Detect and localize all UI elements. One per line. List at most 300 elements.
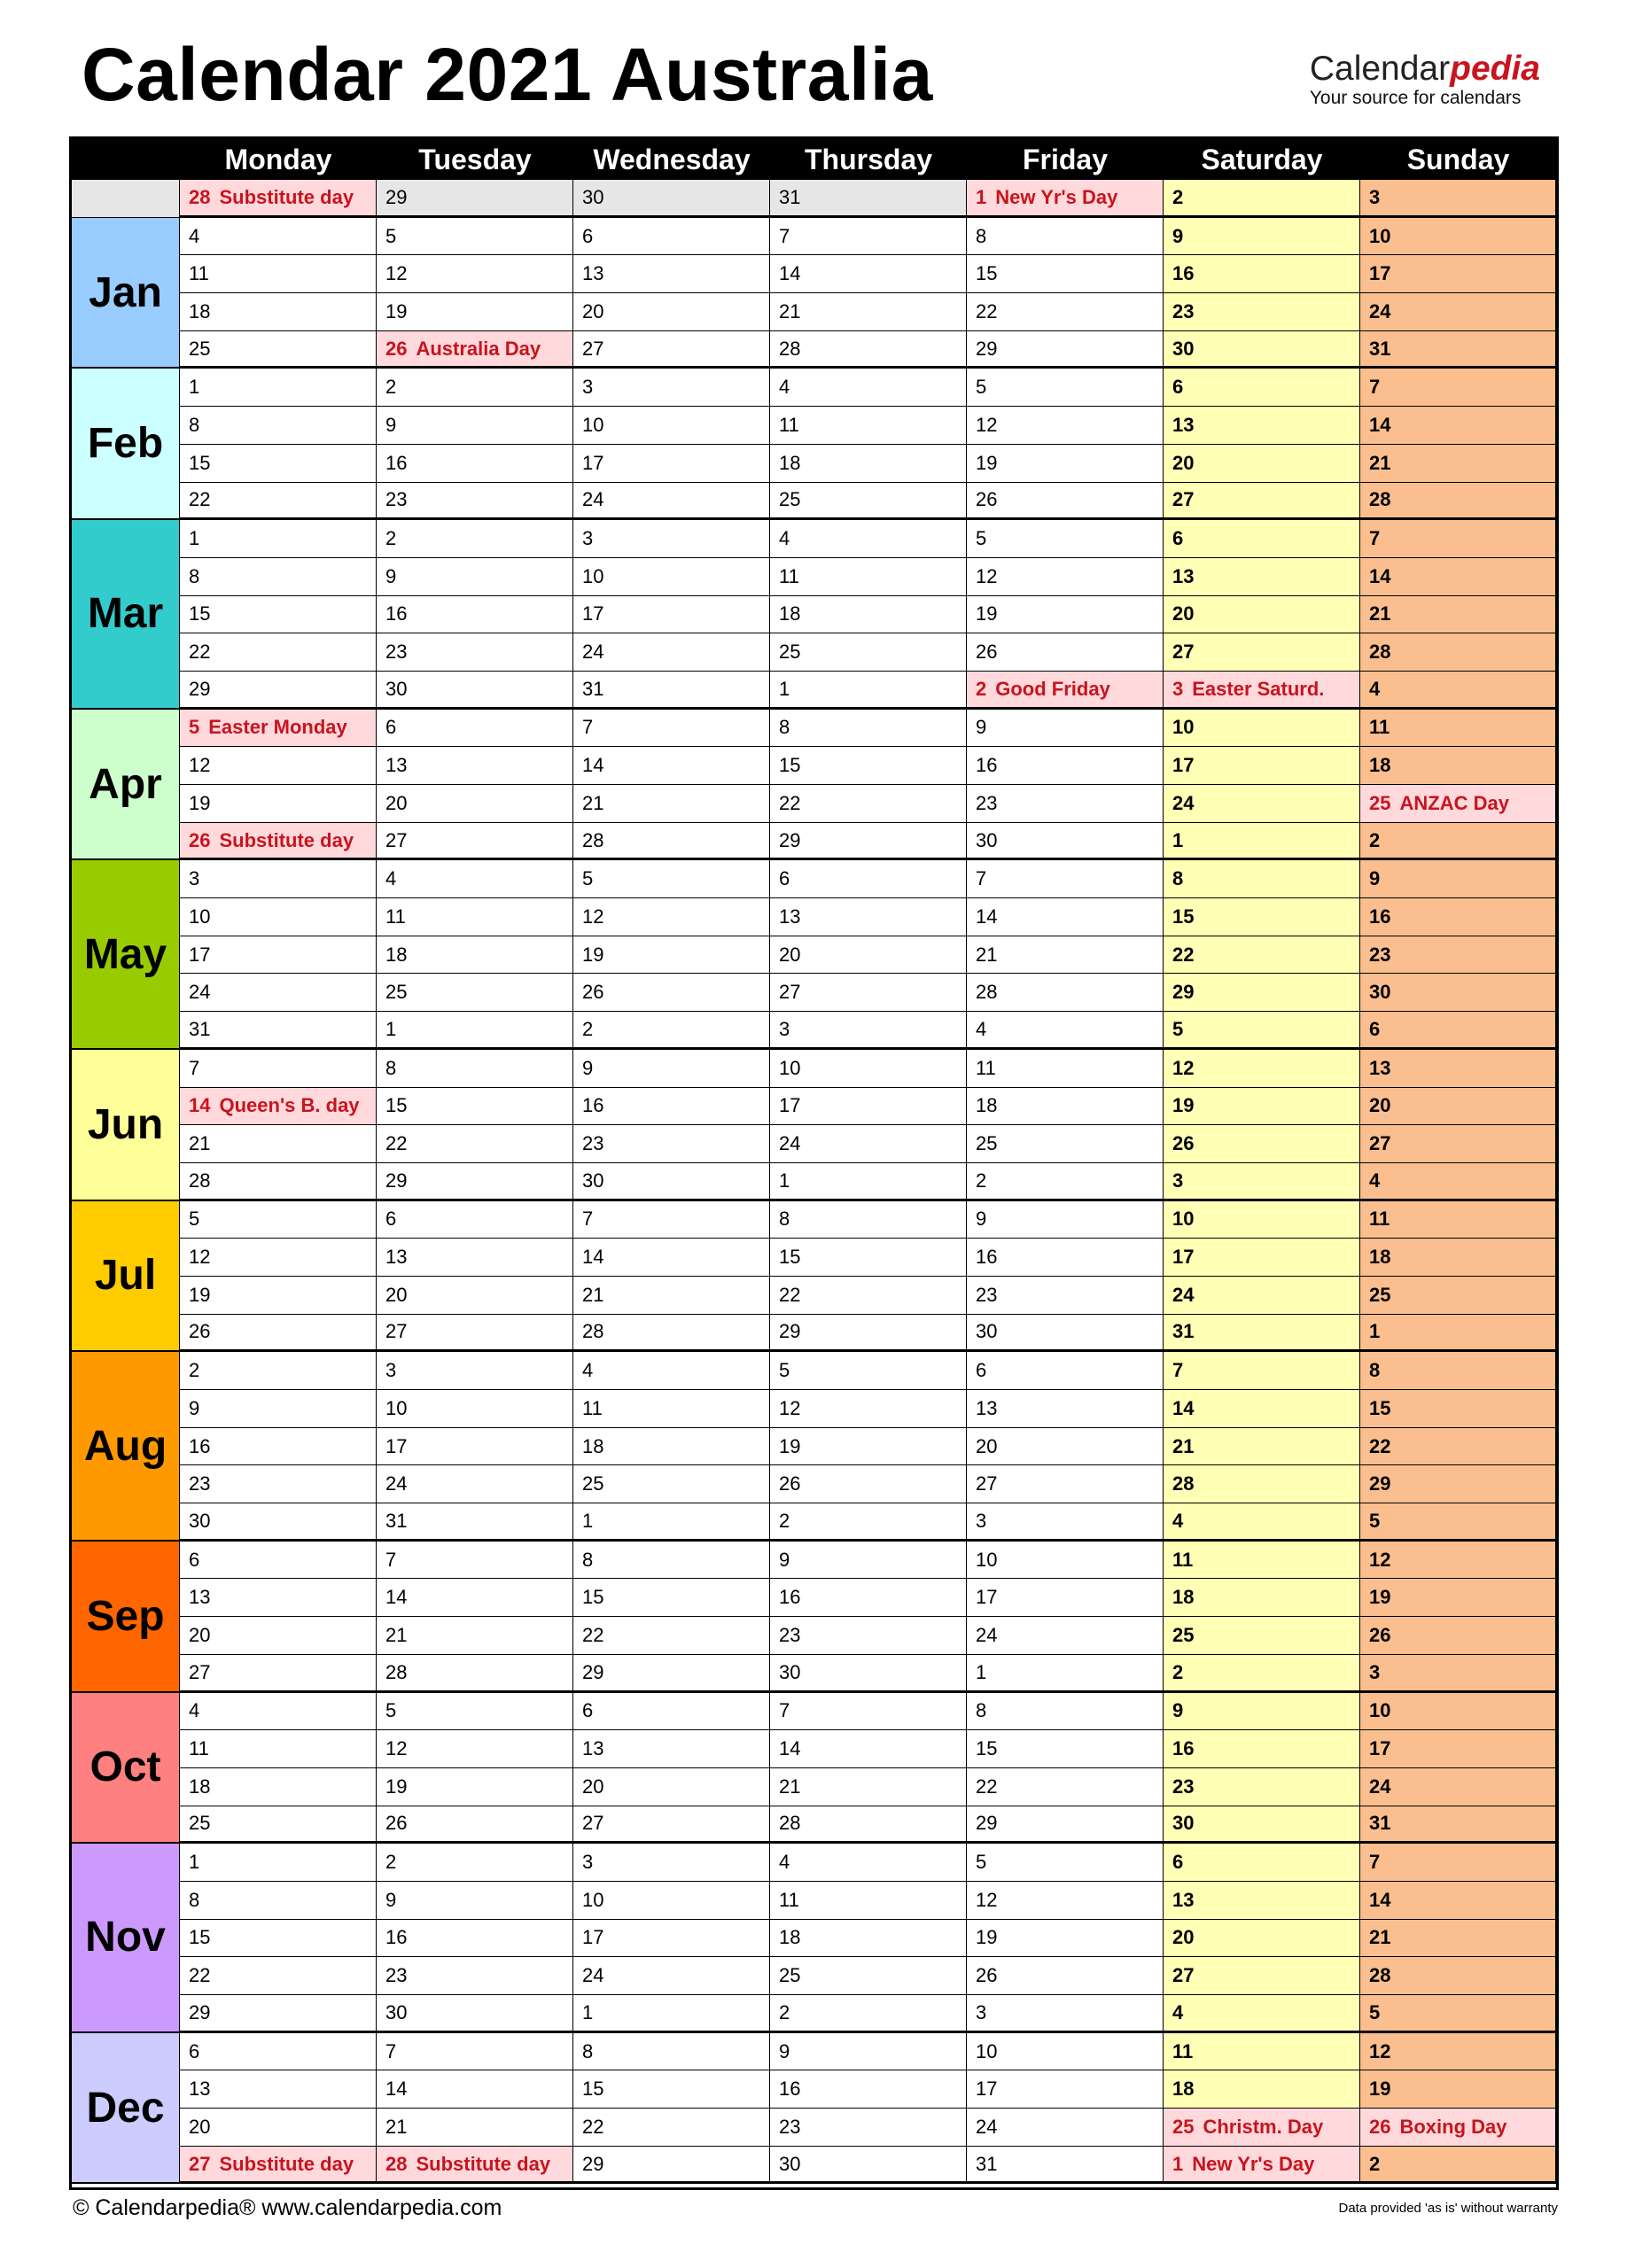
day-number: 2: [1172, 1660, 1184, 1683]
day-cell: [180, 445, 377, 483]
day-cell: [770, 1088, 967, 1126]
day-number: 10: [1172, 1208, 1195, 1231]
day-number: 21: [1172, 1434, 1195, 1457]
day-number: 17: [1369, 1737, 1391, 1760]
day-cell: [1164, 1693, 1360, 1731]
day-number: 7: [385, 2039, 397, 2062]
day-cell: [770, 1844, 967, 1882]
holiday-name: Christm. Day: [1203, 2115, 1324, 2138]
day-cell: [377, 1768, 573, 1806]
day-cell: [377, 747, 573, 785]
day-cell: [1164, 2070, 1360, 2109]
month-label: Mar: [72, 520, 180, 709]
day-cell: [1164, 1844, 1360, 1882]
day-number: 29: [1369, 1472, 1391, 1495]
day-cell: [377, 2109, 573, 2147]
day-number: 6: [582, 1699, 594, 1722]
day-cell: [180, 1579, 377, 1617]
day-cell: [573, 1617, 770, 1655]
day-cell: [1360, 1390, 1556, 1428]
day-cell: [573, 180, 770, 218]
day-cell: [180, 1125, 377, 1163]
day-number: 15: [189, 451, 211, 474]
day-cell: [377, 1465, 573, 1503]
brand-name-part2: pedia: [1450, 50, 1540, 88]
day-number: 6: [1172, 376, 1184, 399]
day-number: 1: [189, 376, 200, 399]
header-corner: [72, 139, 180, 180]
weekday-header: Friday: [967, 139, 1164, 180]
day-cell: [967, 1088, 1164, 1126]
day-number: 9: [1172, 224, 1184, 247]
footer-copyright: © Calendarpedia® www.calendarpedia.com: [73, 2195, 502, 2220]
day-cell: [573, 823, 770, 861]
day-number: 20: [582, 299, 604, 322]
weekday-header: Sunday: [1360, 139, 1556, 180]
day-cell: [180, 558, 377, 596]
day-number: 22: [976, 1775, 998, 1798]
day-cell: [180, 1012, 377, 1050]
day-cell: [1164, 1882, 1360, 1920]
day-cell: [377, 1995, 573, 2033]
day-cell: [967, 293, 1164, 331]
day-cell: [377, 974, 573, 1012]
day-cell: [967, 672, 1164, 710]
day-cell: [967, 1390, 1164, 1428]
day-number: 17: [1172, 1246, 1195, 1269]
day-number: 8: [976, 1699, 987, 1722]
day-number: 18: [189, 1775, 211, 1798]
day-number: 20: [1172, 602, 1195, 625]
day-cell: [770, 407, 967, 445]
day-cell: [1164, 1806, 1360, 1845]
day-number: 12: [1369, 1548, 1391, 1571]
day-cell: [573, 1088, 770, 1126]
day-cell: [180, 1239, 377, 1277]
day-number: 7: [779, 224, 790, 247]
day-number: 27: [779, 981, 801, 1004]
day-cell: [573, 558, 770, 596]
day-cell: [1360, 633, 1556, 672]
day-number: 6: [385, 716, 397, 739]
day-number: 9: [779, 1548, 790, 1571]
day-number: 14: [1172, 1396, 1195, 1419]
day-cell: [180, 710, 377, 748]
day-cell: [377, 293, 573, 331]
day-number: 28: [779, 337, 801, 360]
day-cell: [770, 331, 967, 369]
day-cell: [377, 331, 573, 369]
day-number: 29: [1172, 981, 1195, 1004]
day-cell: [1164, 1012, 1360, 1050]
day-cell: [1164, 1920, 1360, 1958]
day-number: 14: [976, 905, 998, 928]
day-number: 28: [189, 1169, 211, 1192]
day-number: 22: [1369, 1434, 1391, 1457]
day-cell: [1164, 1617, 1360, 1655]
day-number: 9: [582, 1056, 594, 1079]
day-cell: [180, 633, 377, 672]
day-cell: [377, 1579, 573, 1617]
day-cell: [1360, 1239, 1556, 1277]
day-number: 14: [1369, 1888, 1391, 1911]
day-cell: [967, 218, 1164, 256]
day-cell: [573, 1503, 770, 1542]
day-number: 7: [976, 867, 987, 890]
day-cell: [967, 1693, 1164, 1731]
day-number: 25: [779, 488, 801, 511]
day-cell: [573, 369, 770, 407]
day-cell: [1360, 672, 1556, 710]
day-cell: [967, 1125, 1164, 1163]
day-cell: [573, 1050, 770, 1088]
day-number: 13: [779, 905, 801, 928]
day-number: 25: [779, 1964, 801, 1987]
day-cell: [573, 974, 770, 1012]
day-number: 7: [779, 1699, 790, 1722]
day-cell: [180, 1163, 377, 1201]
day-number: 25: [189, 1812, 211, 1835]
day-cell: [770, 1579, 967, 1617]
day-cell: [377, 1163, 573, 1201]
day-number: 6: [779, 867, 790, 890]
day-number: 31: [189, 1017, 211, 1040]
day-number: 29: [385, 1169, 408, 1192]
day-cell: [967, 747, 1164, 785]
day-cell: [967, 2109, 1164, 2147]
day-cell: [573, 1125, 770, 1163]
day-number: 21: [385, 2115, 408, 2138]
holiday-name: Substitute day: [416, 2152, 551, 2175]
day-cell: [967, 369, 1164, 407]
day-cell: [1164, 785, 1360, 823]
day-number: 24: [582, 1964, 604, 1987]
day-number: 30: [1172, 1812, 1195, 1835]
day-number: 22: [779, 791, 801, 814]
day-cell: [180, 936, 377, 975]
day-number: 19: [1369, 2078, 1391, 2101]
day-number: 2: [189, 1359, 200, 1382]
day-number: 23: [779, 2115, 801, 2138]
day-number: 27: [582, 337, 604, 360]
day-cell: [573, 747, 770, 785]
day-number: 23: [1172, 299, 1195, 322]
day-cell: [770, 860, 967, 898]
day-number: 10: [1172, 716, 1195, 739]
day-cell: [1360, 1050, 1556, 1088]
day-cell: [377, 1315, 573, 1353]
day-cell: [1164, 1201, 1360, 1239]
day-number: 9: [385, 1888, 397, 1911]
day-number: 27: [385, 1320, 408, 1343]
day-number: 24: [1369, 1775, 1391, 1798]
month-label: Nov: [72, 1844, 180, 2032]
day-cell: [1164, 710, 1360, 748]
day-number: 1: [976, 185, 987, 208]
day-number: 18: [779, 1926, 801, 1949]
day-number: 27: [1172, 641, 1195, 664]
holiday-name: New Yr's Day: [995, 185, 1118, 208]
day-number: 15: [1369, 1396, 1391, 1419]
day-cell: [967, 785, 1164, 823]
day-number: 5: [1369, 2000, 1381, 2023]
day-number: 6: [582, 224, 594, 247]
day-cell: [573, 218, 770, 256]
day-number: 30: [582, 1169, 604, 1192]
day-number: 25: [385, 981, 408, 1004]
day-cell: [180, 1768, 377, 1806]
day-number: 23: [385, 488, 408, 511]
day-number: 26: [385, 337, 408, 360]
day-cell: [573, 1579, 770, 1617]
day-cell: [967, 1012, 1164, 1050]
day-number: 5: [582, 867, 594, 890]
day-cell: [770, 633, 967, 672]
day-number: 18: [1369, 754, 1391, 777]
day-cell: [770, 1050, 967, 1088]
day-number: 13: [582, 1737, 604, 1760]
day-cell: [770, 1806, 967, 1845]
day-cell: [1164, 369, 1360, 407]
day-number: 4: [1172, 1509, 1184, 1532]
day-cell: [573, 1920, 770, 1958]
day-cell: [1360, 1277, 1556, 1315]
day-number: 16: [976, 754, 998, 777]
day-number: 17: [1369, 262, 1391, 285]
day-cell: [180, 407, 377, 445]
day-number: 3: [1369, 185, 1381, 208]
day-number: 23: [385, 641, 408, 664]
day-number: 8: [779, 716, 790, 739]
day-cell: [967, 1617, 1164, 1655]
day-number: 19: [1172, 1094, 1195, 1117]
day-number: 25: [189, 337, 211, 360]
day-cell: [573, 672, 770, 710]
day-cell: [1164, 747, 1360, 785]
day-cell: [770, 1957, 967, 1995]
day-cell: [770, 1542, 967, 1580]
day-number: 6: [385, 1208, 397, 1231]
day-cell: [967, 1277, 1164, 1315]
day-number: 7: [1369, 1851, 1381, 1874]
day-cell: [770, 1995, 967, 2033]
page-title: Calendar 2021 Australia: [82, 33, 933, 116]
day-number: 5: [385, 224, 397, 247]
day-cell: [1360, 747, 1556, 785]
day-cell: [1360, 1315, 1556, 1353]
day-cell: [377, 1844, 573, 1882]
day-cell: [1360, 1125, 1556, 1163]
day-number: 15: [976, 1737, 998, 1760]
day-number: 15: [779, 1246, 801, 1269]
day-number: 21: [779, 1775, 801, 1798]
day-number: 22: [189, 641, 211, 664]
day-cell: [1164, 1088, 1360, 1126]
holiday-name: Queen's B. day: [219, 1094, 360, 1117]
day-cell: [770, 180, 967, 218]
day-cell: [770, 1693, 967, 1731]
day-cell: [1360, 1201, 1556, 1239]
day-cell: [967, 1806, 1164, 1845]
day-number: 14: [1369, 413, 1391, 436]
day-number: 4: [779, 376, 790, 399]
day-number: 14: [189, 1094, 211, 1117]
day-number: 30: [1172, 337, 1195, 360]
day-cell: [180, 1693, 377, 1731]
day-number: 13: [1172, 413, 1195, 436]
day-cell: [377, 2070, 573, 2109]
day-cell: [1360, 823, 1556, 861]
day-cell: [967, 860, 1164, 898]
day-number: 22: [779, 1283, 801, 1306]
day-cell: [1164, 974, 1360, 1012]
day-cell: [770, 1617, 967, 1655]
day-cell: [180, 898, 377, 936]
day-number: 14: [779, 262, 801, 285]
day-cell: [1164, 1730, 1360, 1768]
day-number: 20: [189, 2115, 211, 2138]
day-cell: [573, 596, 770, 634]
day-number: 22: [582, 2115, 604, 2138]
day-number: 4: [779, 1851, 790, 1874]
weekday-header: Thursday: [770, 139, 967, 180]
day-number: 24: [582, 488, 604, 511]
day-number: 5: [779, 1359, 790, 1382]
day-number: 8: [189, 1888, 200, 1911]
day-number: 12: [189, 1246, 211, 1269]
day-number: 17: [582, 602, 604, 625]
day-cell: [1360, 1542, 1556, 1580]
day-cell: [1164, 445, 1360, 483]
day-cell: [573, 2147, 770, 2185]
day-number: 19: [779, 1434, 801, 1457]
day-cell: [770, 2070, 967, 2109]
day-number: 17: [189, 943, 211, 966]
day-cell: [1164, 293, 1360, 331]
day-cell: [1164, 1390, 1360, 1428]
day-number: 24: [385, 1472, 408, 1495]
day-cell: [1164, 1163, 1360, 1201]
day-number: 12: [385, 1737, 408, 1760]
day-cell: [377, 1730, 573, 1768]
day-number: 8: [189, 564, 200, 587]
day-number: 18: [1369, 1246, 1391, 1269]
day-cell: [377, 633, 573, 672]
calendar-table: [69, 136, 1559, 2190]
day-cell: [1164, 1352, 1360, 1390]
day-cell: [377, 1693, 573, 1731]
day-cell: [770, 293, 967, 331]
day-number: 12: [1172, 1056, 1195, 1079]
day-number: 5: [1369, 1509, 1381, 1532]
day-number: 21: [582, 791, 604, 814]
day-cell: [1360, 1730, 1556, 1768]
holiday-name: Boxing Day: [1399, 2115, 1507, 2138]
day-number: 3: [582, 1851, 594, 1874]
day-number: 21: [1369, 1926, 1391, 1949]
day-cell: [967, 1730, 1164, 1768]
day-cell: [967, 1163, 1164, 1201]
day-number: 26: [779, 1472, 801, 1495]
day-cell: [1360, 2033, 1556, 2071]
day-cell: [770, 1428, 967, 1466]
day-cell: [573, 633, 770, 672]
day-cell: [180, 520, 377, 558]
day-cell: [1360, 1503, 1556, 1542]
day-cell: [1164, 596, 1360, 634]
weekday-header: Tuesday: [377, 139, 573, 180]
day-number: 4: [1369, 677, 1381, 700]
day-cell: [377, 1125, 573, 1163]
day-number: 12: [582, 905, 604, 928]
day-number: 27: [1369, 1132, 1391, 1155]
day-cell: [770, 369, 967, 407]
day-cell: [770, 255, 967, 293]
day-number: 28: [1369, 488, 1391, 511]
day-cell: [967, 1050, 1164, 1088]
day-number: 1: [1172, 2152, 1184, 2175]
day-cell: [377, 1617, 573, 1655]
day-number: 16: [385, 451, 408, 474]
day-number: 4: [1369, 1169, 1381, 1192]
day-cell: [770, 1201, 967, 1239]
day-number: 20: [582, 1775, 604, 1798]
day-number: 24: [976, 2115, 998, 2138]
day-cell: [770, 2147, 967, 2185]
day-number: 14: [385, 1586, 408, 1609]
day-number: 20: [189, 1623, 211, 1646]
day-cell: [180, 1617, 377, 1655]
day-cell: [377, 558, 573, 596]
day-number: 14: [385, 2078, 408, 2101]
day-number: 16: [385, 1926, 408, 1949]
day-number: 30: [582, 185, 604, 208]
day-cell: [180, 1201, 377, 1239]
day-number: 4: [189, 224, 200, 247]
day-cell: [1164, 558, 1360, 596]
day-number: 2: [385, 527, 397, 550]
day-cell: [573, 1277, 770, 1315]
day-number: 13: [189, 2078, 211, 2101]
holiday-name: Easter Monday: [208, 716, 347, 739]
day-number: 27: [385, 828, 408, 851]
day-cell: [770, 218, 967, 256]
day-cell: [770, 1163, 967, 1201]
day-cell: [1360, 1617, 1556, 1655]
day-cell: [1360, 1920, 1556, 1958]
day-number: 16: [1172, 262, 1195, 285]
holiday-name: Substitute day: [219, 185, 354, 208]
day-number: 3: [1369, 1660, 1381, 1683]
day-number: 15: [779, 754, 801, 777]
day-cell: [180, 1882, 377, 1920]
day-cell: [967, 596, 1164, 634]
day-cell: [180, 1428, 377, 1466]
day-number: 11: [189, 1737, 209, 1760]
day-cell: [967, 1768, 1164, 1806]
day-cell: [1360, 255, 1556, 293]
day-number: 19: [189, 1283, 211, 1306]
day-cell: [770, 1390, 967, 1428]
day-cell: [377, 369, 573, 407]
day-cell: [377, 1088, 573, 1126]
day-number: 12: [976, 1888, 998, 1911]
day-number: 17: [385, 1434, 408, 1457]
day-number: 28: [582, 828, 604, 851]
day-cell: [967, 974, 1164, 1012]
day-cell: [573, 1768, 770, 1806]
day-number: 3: [1172, 1169, 1184, 1192]
